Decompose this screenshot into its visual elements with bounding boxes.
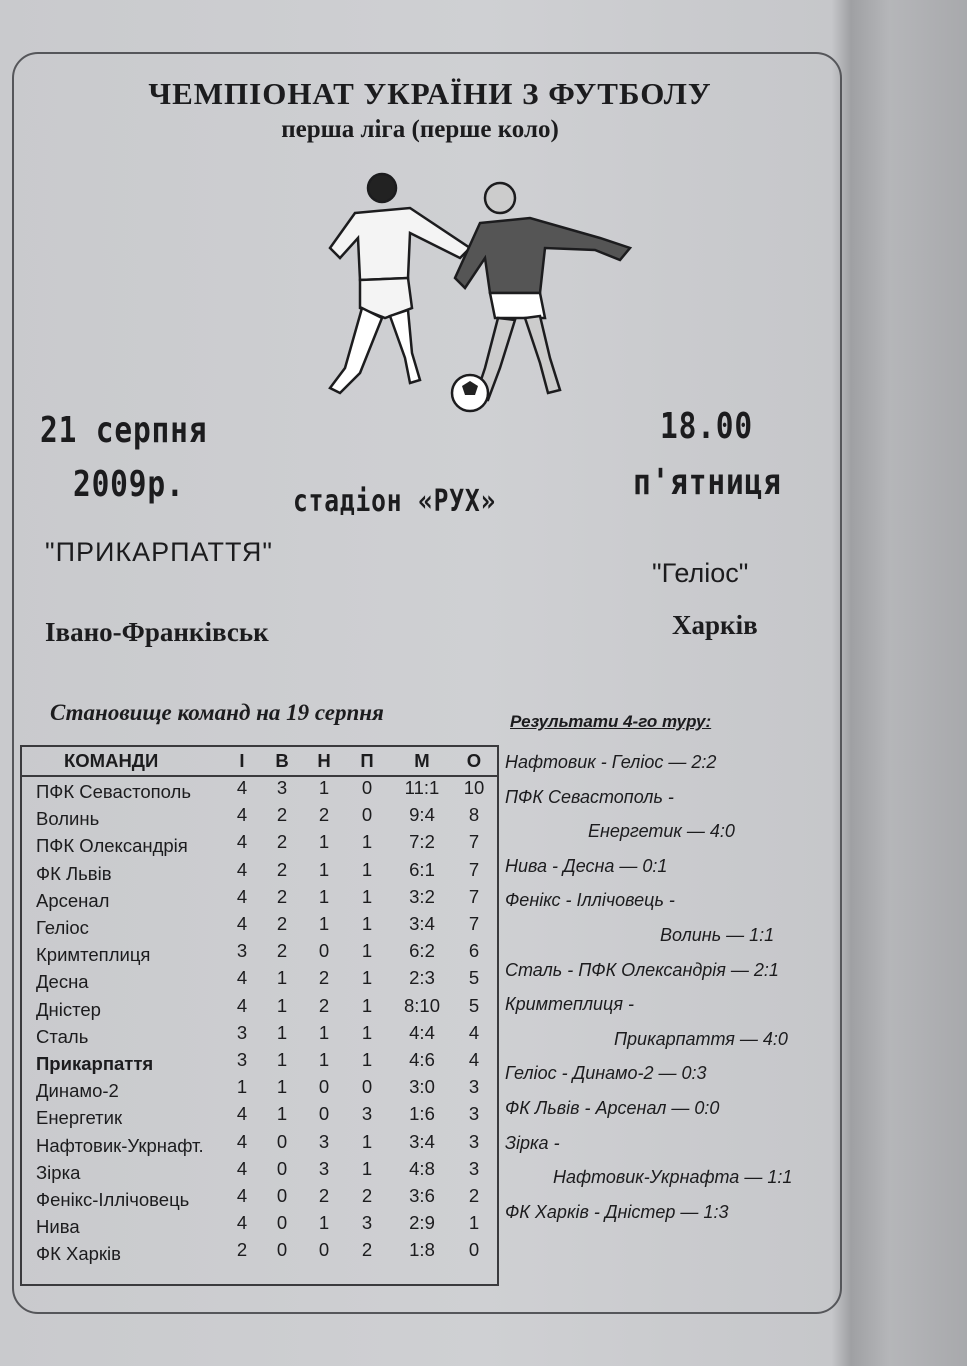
stat-cell: 3:0 (409, 1076, 435, 1098)
stat-cell: 1 (318, 777, 330, 798)
stat-cell: 1 (361, 940, 373, 962)
stat-cell: 4 (236, 994, 248, 1016)
stat-cell: 0 (276, 1185, 288, 1206)
stat-cell: 4 (468, 1049, 480, 1070)
stat-cell: 4 (236, 831, 248, 853)
table-row (22, 777, 497, 804)
stat-cell: 1 (361, 858, 373, 880)
stat-cell: 1:6 (409, 1103, 435, 1125)
result-line: Волинь — 1:1 (660, 925, 775, 945)
stat-cell: 2 (276, 858, 288, 880)
team-name: Динамо-2 (36, 1080, 119, 1102)
stat-cell: 9:4 (409, 804, 435, 826)
stat-cell: 7 (468, 913, 480, 934)
col-lost: П (360, 750, 374, 771)
stat-cell: 0 (361, 1076, 373, 1098)
match-date-year: 2009р. (73, 464, 185, 505)
table-header (22, 747, 497, 777)
stat-cell: 1 (361, 1021, 373, 1043)
team-name: Волинь (36, 808, 100, 830)
stat-cell: 8:10 (403, 994, 440, 1016)
stat-cell: 2 (276, 940, 288, 962)
result-line: Зірка - (505, 1132, 560, 1153)
stat-cell: 0 (276, 1212, 288, 1234)
table-row (22, 995, 497, 1022)
stat-cell: 3 (468, 1103, 480, 1125)
stadium: стадіон «РУХ» (293, 484, 497, 519)
stat-cell: 1 (361, 831, 373, 853)
stat-cell: 7 (468, 858, 480, 880)
football-players-illustration (300, 168, 645, 418)
stat-cell: 3 (276, 777, 288, 798)
stat-cell: 2 (318, 804, 330, 826)
stat-cell: 4 (236, 1212, 248, 1234)
result-line: Нафтовик-Укрнафта — 1:1 (553, 1167, 793, 1188)
stat-cell: 1 (318, 913, 330, 934)
result-line: Кримтеплиця - (505, 994, 634, 1015)
col-won: В (275, 750, 289, 771)
table-row (22, 831, 497, 858)
result-line: Фенікс - Іллічовець - (505, 890, 675, 911)
stat-cell: 1 (276, 1076, 288, 1098)
stat-cell: 3 (361, 1212, 373, 1234)
stat-cell: 1 (361, 1049, 373, 1070)
stat-cell: 1 (276, 967, 288, 989)
stat-cell: 2 (276, 804, 288, 826)
result-line: Нива - Десна — 0:1 (505, 855, 668, 876)
team-name: ПФК Олександрія (36, 835, 188, 857)
team-name: Зірка (36, 1161, 81, 1183)
stat-cell: 4:8 (409, 1157, 435, 1179)
stat-cell: 10 (463, 777, 485, 798)
table-row (22, 940, 497, 967)
stat-cell: 2 (276, 913, 288, 934)
table-row (22, 1212, 497, 1239)
stat-cell: 3 (318, 1130, 330, 1152)
team-name: Сталь (36, 1025, 89, 1047)
stat-cell: 4 (236, 804, 248, 826)
team-name: Прикарпаття (36, 1053, 154, 1074)
results-title: Результати 4-го туру: (510, 712, 712, 731)
stat-cell: 1 (318, 885, 330, 907)
stat-cell: 1 (468, 1212, 480, 1234)
stat-cell: 2:3 (409, 967, 435, 989)
stat-cell: 1 (276, 1103, 288, 1125)
stat-cell: 2 (318, 967, 330, 989)
stat-cell: 2 (361, 1239, 373, 1261)
stat-cell: 2 (318, 994, 330, 1016)
stat-cell: 1 (318, 1212, 330, 1234)
page-subtitle: перша ліга (перше коло) (281, 116, 559, 143)
table-row (22, 1185, 497, 1212)
team-name: ФК Львів (36, 862, 112, 884)
stat-cell: 3 (318, 1157, 330, 1179)
stat-cell: 5 (468, 967, 480, 989)
standings-table (20, 745, 499, 1286)
stat-cell: 4:6 (409, 1049, 435, 1070)
home-city: Івано-Франківськ (45, 617, 269, 647)
page-title: ЧЕМПІОНАТ УКРАЇНИ З ФУТБОЛУ (148, 76, 712, 111)
stat-cell: 4 (236, 1103, 248, 1125)
match-date-day: 21 серпня (40, 410, 208, 451)
stat-cell: 2:9 (409, 1212, 435, 1234)
stat-cell: 0 (361, 804, 373, 826)
result-line: Сталь - ПФК Олександрія — 2:1 (505, 959, 779, 980)
away-city: Харків (672, 610, 758, 640)
table-row (22, 804, 497, 831)
stat-cell: 3 (468, 1076, 480, 1098)
table-row (22, 1158, 497, 1185)
team-name: Нива (36, 1216, 80, 1238)
stat-cell: 3:4 (409, 913, 435, 934)
col-teams: КОМАНДИ (64, 750, 159, 771)
stat-cell: 3:4 (409, 1130, 435, 1152)
stat-cell: 7 (468, 831, 480, 853)
stat-cell: 3 (236, 1049, 248, 1070)
stat-cell: 3 (236, 1021, 248, 1043)
result-line: Прикарпаття — 4:0 (614, 1028, 788, 1049)
table-row (22, 1076, 497, 1103)
stat-cell: 1 (236, 1076, 248, 1098)
team-name: Десна (36, 971, 89, 993)
stat-cell: 6:2 (409, 940, 435, 962)
stat-cell: 1 (361, 967, 373, 989)
stat-cell: 4 (236, 1130, 248, 1152)
table-row (22, 886, 497, 913)
stat-cell: 6 (468, 940, 480, 962)
team-name: Фенікс-Іллічовець (36, 1189, 190, 1210)
stat-cell: 1:8 (409, 1239, 435, 1261)
team-name: ПФК Севастополь (36, 781, 191, 802)
stat-cell: 0 (468, 1239, 480, 1261)
stat-cell: 1 (318, 1049, 330, 1070)
table-row (22, 1131, 497, 1158)
stat-cell: 3:6 (409, 1185, 435, 1206)
stat-cell: 4 (236, 777, 248, 798)
stat-cell: 1 (318, 831, 330, 853)
col-played: І (239, 750, 245, 771)
match-weekday: п'ятниця (633, 462, 782, 503)
team-name: ФК Харків (36, 1243, 121, 1265)
stat-cell: 1 (361, 1157, 373, 1179)
stat-cell: 3 (468, 1130, 480, 1152)
result-line: Геліос - Динамо-2 — 0:3 (505, 1063, 707, 1084)
table-row (22, 1103, 497, 1130)
stat-cell: 4 (236, 913, 248, 934)
table-row (22, 1239, 497, 1266)
stat-cell: 2 (236, 1239, 248, 1261)
result-line: ПФК Севастополь - (505, 786, 674, 807)
stat-cell: 3 (361, 1103, 373, 1125)
stat-cell: 4 (236, 1157, 248, 1179)
stat-cell: 3 (236, 940, 248, 962)
stat-cell: 2 (276, 885, 288, 907)
stat-cell: 0 (318, 1103, 330, 1125)
stat-cell: 5 (468, 994, 480, 1016)
table-row (22, 1049, 497, 1076)
stat-cell: 2 (361, 1185, 373, 1206)
stat-cell: 0 (276, 1157, 288, 1179)
stat-cell: 1 (361, 1130, 373, 1152)
stat-cell: 11:1 (404, 777, 440, 798)
col-drawn: Н (317, 750, 331, 771)
stat-cell: 4:4 (409, 1021, 435, 1043)
stat-cell: 0 (318, 1239, 330, 1261)
table-row (22, 967, 497, 994)
stat-cell: 4 (236, 858, 248, 880)
stat-cell: 1 (361, 885, 373, 907)
stat-cell: 1 (318, 1021, 330, 1043)
col-goals: М (414, 750, 430, 771)
stat-cell: 3 (468, 1157, 480, 1179)
stat-cell: 6:1 (409, 858, 435, 880)
team-name: Нафтовик-Укрнафт. (36, 1134, 204, 1156)
home-team: "ПРИКАРПАТТЯ" (45, 537, 273, 567)
stat-cell: 1 (276, 1049, 288, 1070)
result-line: ФК Харків - Дністер — 1:3 (505, 1201, 729, 1222)
stat-cell: 1 (361, 913, 373, 934)
stat-cell: 4 (236, 885, 248, 907)
table-row (22, 859, 497, 886)
stat-cell: 4 (236, 967, 248, 989)
stat-cell: 2 (276, 831, 288, 853)
standings-title: Становище команд на 19 серпня (50, 700, 384, 725)
away-team: "Геліос" (652, 558, 749, 588)
table-row (22, 1022, 497, 1049)
team-name: Дністер (36, 998, 101, 1020)
stat-cell: 1 (361, 994, 373, 1016)
stat-cell: 1 (276, 994, 288, 1016)
result-line: ФК Львів - Арсенал — 0:0 (505, 1098, 720, 1118)
team-name: Геліос (36, 917, 89, 938)
stat-cell: 0 (318, 940, 330, 962)
stat-cell: 4 (468, 1021, 480, 1043)
match-time: 18.00 (660, 406, 753, 447)
stat-cell: 0 (318, 1076, 330, 1098)
stat-cell: 7 (468, 885, 480, 907)
table-row (22, 913, 497, 940)
stat-cell: 3:2 (409, 885, 435, 907)
col-points: О (466, 750, 482, 771)
stat-cell: 0 (276, 1239, 288, 1261)
team-name: Кримтеплиця (36, 944, 151, 966)
result-line: Нафтовик - Геліос — 2:2 (505, 752, 717, 772)
stat-cell: 4 (236, 1185, 248, 1206)
stat-cell: 0 (361, 777, 373, 798)
stat-cell: 2 (468, 1185, 480, 1206)
stat-cell: 7:2 (409, 831, 435, 853)
stat-cell: 1 (276, 1021, 288, 1043)
stat-cell: 8 (468, 804, 480, 826)
stat-cell: 0 (276, 1130, 288, 1152)
team-name: Арсенал (36, 889, 110, 911)
stat-cell: 2 (318, 1185, 330, 1206)
result-line: Енергетик — 4:0 (588, 821, 735, 842)
team-name: Енергетик (36, 1107, 123, 1129)
stat-cell: 1 (318, 858, 330, 880)
